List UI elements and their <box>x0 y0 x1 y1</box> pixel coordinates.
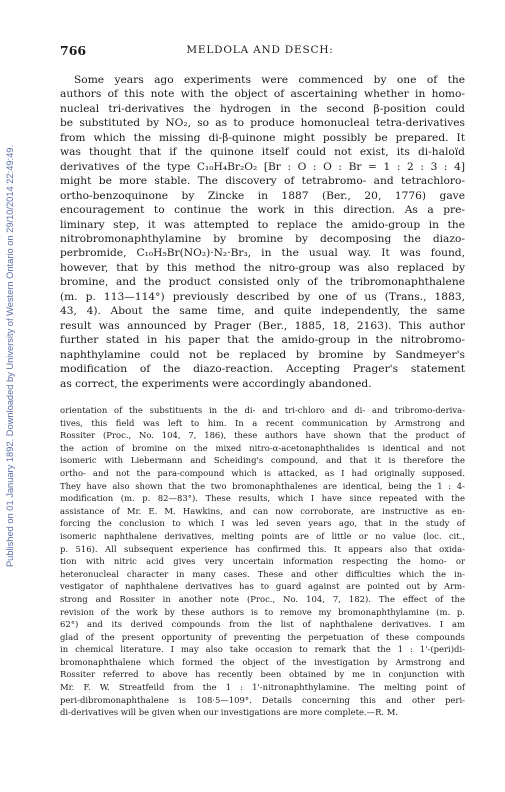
paragraph-line: Some years ago experiments were commenced by one of the <box>74 73 465 86</box>
paragraph-line: derivatives of the type C₁₀H₄Br₂O₂ [Br : O : O : Br = 1 : 2 : 3 : 4] <box>60 159 465 173</box>
footnote <box>60 404 465 719</box>
footnote-line: Rossiter (Proc., No. 104, 7, 186), these authors have shown that the product of <box>60 430 465 441</box>
page-number: 766 <box>60 43 87 58</box>
footnote-line: isomeric with Liebermann and Scheiding's compound, and that it is therefore the <box>60 455 465 466</box>
paragraph-line: further stated in his paper that the amido-group in the nitrobromo- <box>60 333 465 347</box>
paragraph-line: (m. p. 113—114°) previously described by one of us (Trans., 1883, <box>60 289 465 303</box>
footnote-line: 62°) and its derived compounds from the list of naphthalene derivatives. I am <box>60 619 465 630</box>
paragraph-line: modification of the diazo-reaction. Accepting Prager's statement <box>60 362 465 376</box>
footnote-line: strong and Rossiter in another note (Proc., No. 104, 7, 182). The effect of the <box>60 593 465 604</box>
footnote-line: isomeric naphthalene derivatives, melting points are of little or no value (loc. cit., <box>60 530 465 541</box>
download-watermark <box>2 36 18 676</box>
paragraph-line: might be more stable. The discovery of tetrabromo- and tetrachloro- <box>60 174 465 188</box>
footnote-line: assistance of Mr. E. M. Hawkins, and can now corroborate, are instructive as en- <box>60 505 465 516</box>
footnote-line: Rossiter referred to above has recently been obtained by me in conjunction with <box>60 669 465 680</box>
footnote-line: bromonaphthalene which formed the object of the investigation by Armstrong and <box>60 656 465 667</box>
footnote-line: ortho- and not the para-compound which is attacked, as I had originally supposed. <box>60 467 465 478</box>
paragraph-line: from which the missing di-β-quinone might possibly be prepared. It <box>60 130 465 144</box>
footnote-line: modification (m. p. 82—83°). These results, which I have since repeated with the <box>60 493 465 504</box>
paragraph-line: nitrobromonaphthylamine by bromine by decomposing the diazo- <box>60 231 465 245</box>
running-head: MELDOLA AND DESCH: <box>186 44 334 56</box>
paragraph-line: however, that by this method the nitro-group was also replaced by <box>60 260 465 274</box>
paragraph-line: be substituted by NO₂, so as to produce homonucleal tetra-derivatives <box>60 116 465 130</box>
paragraph-line: encouragement to continue the work in this direction. As a pre- <box>60 203 465 217</box>
footnote-line: tion with nitric acid gives very uncertain information respecting the homo- or <box>60 556 465 567</box>
footnote-line: heteronucleal character in many cases. These and other difficulties which the in- <box>60 568 465 579</box>
paragraph-line: perbromide, C₁₀H₅Br(NO₂)·N₂·Br₃, in the usual way. It was found, <box>60 246 465 260</box>
paragraph-line: liminary step, it was attempted to replace the amido-group in the <box>60 217 465 231</box>
footnote-line: Mr. F. W. Streatfeild from the 1 : 1'-nitronaphthylamine. The melting point of <box>60 682 465 693</box>
paragraph-line: as correct, the experiments were accordingly abandoned. <box>60 376 372 390</box>
paragraph-line: was thought that if the quinone itself could not exist, its di-haloïd <box>60 145 465 159</box>
footnote-line: p. 516). All subsequent experience has confirmed this. It appears also that oxida- <box>60 543 465 554</box>
footnote-line: the action of bromine on the mixed nitro-α-acetonaphthalides is identical and not <box>60 442 465 453</box>
footnote-line: glad of the present opportunity of preventing the perpetuation of these compounds <box>60 631 465 642</box>
footnote-line: vestigator of naphthalene derivatives has to guard against are pointed out by Arm- <box>60 581 465 592</box>
footnote-line: They have also shown that the two bromonaphthalenes are identical, being the 1 : 4- <box>60 480 465 491</box>
footnote-line: revision of the work by these authors is to remove my bromonaphthylamine (m. p. <box>60 606 465 617</box>
paragraph-line: ortho-benzoquinone by Zincke in 1887 (Ber., 20, 1776) gave <box>60 188 465 202</box>
paragraph-line: authors of this note with the object of ascertaining whether in homo- <box>60 87 465 101</box>
footnote-line: di-derivatives will be given when our investigations are more complete.—R. M. <box>60 707 399 718</box>
download-watermark-text: Published on 01 January 1892. Downloaded by University of Western Ontario on 29/10/2014 22:49:49. <box>5 144 15 568</box>
footnote-line: in chemical literature. I may also take occasion to remark that the 1 : 1'-(peri)di- <box>60 644 465 655</box>
footnote-line: peri-dibromonaphthalene is 108·5—109°. Details concerning this and other peri- <box>60 694 465 705</box>
paragraph-line: bromine, and the product consisted only of the tribromonaphthalene <box>60 275 465 289</box>
paragraph-line: 43, 4). About the same time, and quite independently, the same <box>60 304 465 318</box>
footnote-line: tives, this field was left to him. In a recent communication by Armstrong and <box>60 417 465 428</box>
main-paragraph <box>60 73 465 391</box>
footnote-line: orientation of the substituents in the di- and tri-chloro and di- and tribromo-deriva- <box>60 405 465 415</box>
paragraph-line: nucleal tri-derivatives the hydrogen in the second β-position could <box>60 101 465 115</box>
paragraph-line: result was announced by Prager (Ber., 1885, 18, 2163). This author <box>60 318 465 332</box>
paragraph-line: naphthylamine could not be replaced by bromine by Sandmeyer's <box>60 347 465 361</box>
page-header <box>60 43 460 59</box>
footnote-line: forcing the conclusion to which I was led seven years ago, that in the study of <box>60 518 465 529</box>
